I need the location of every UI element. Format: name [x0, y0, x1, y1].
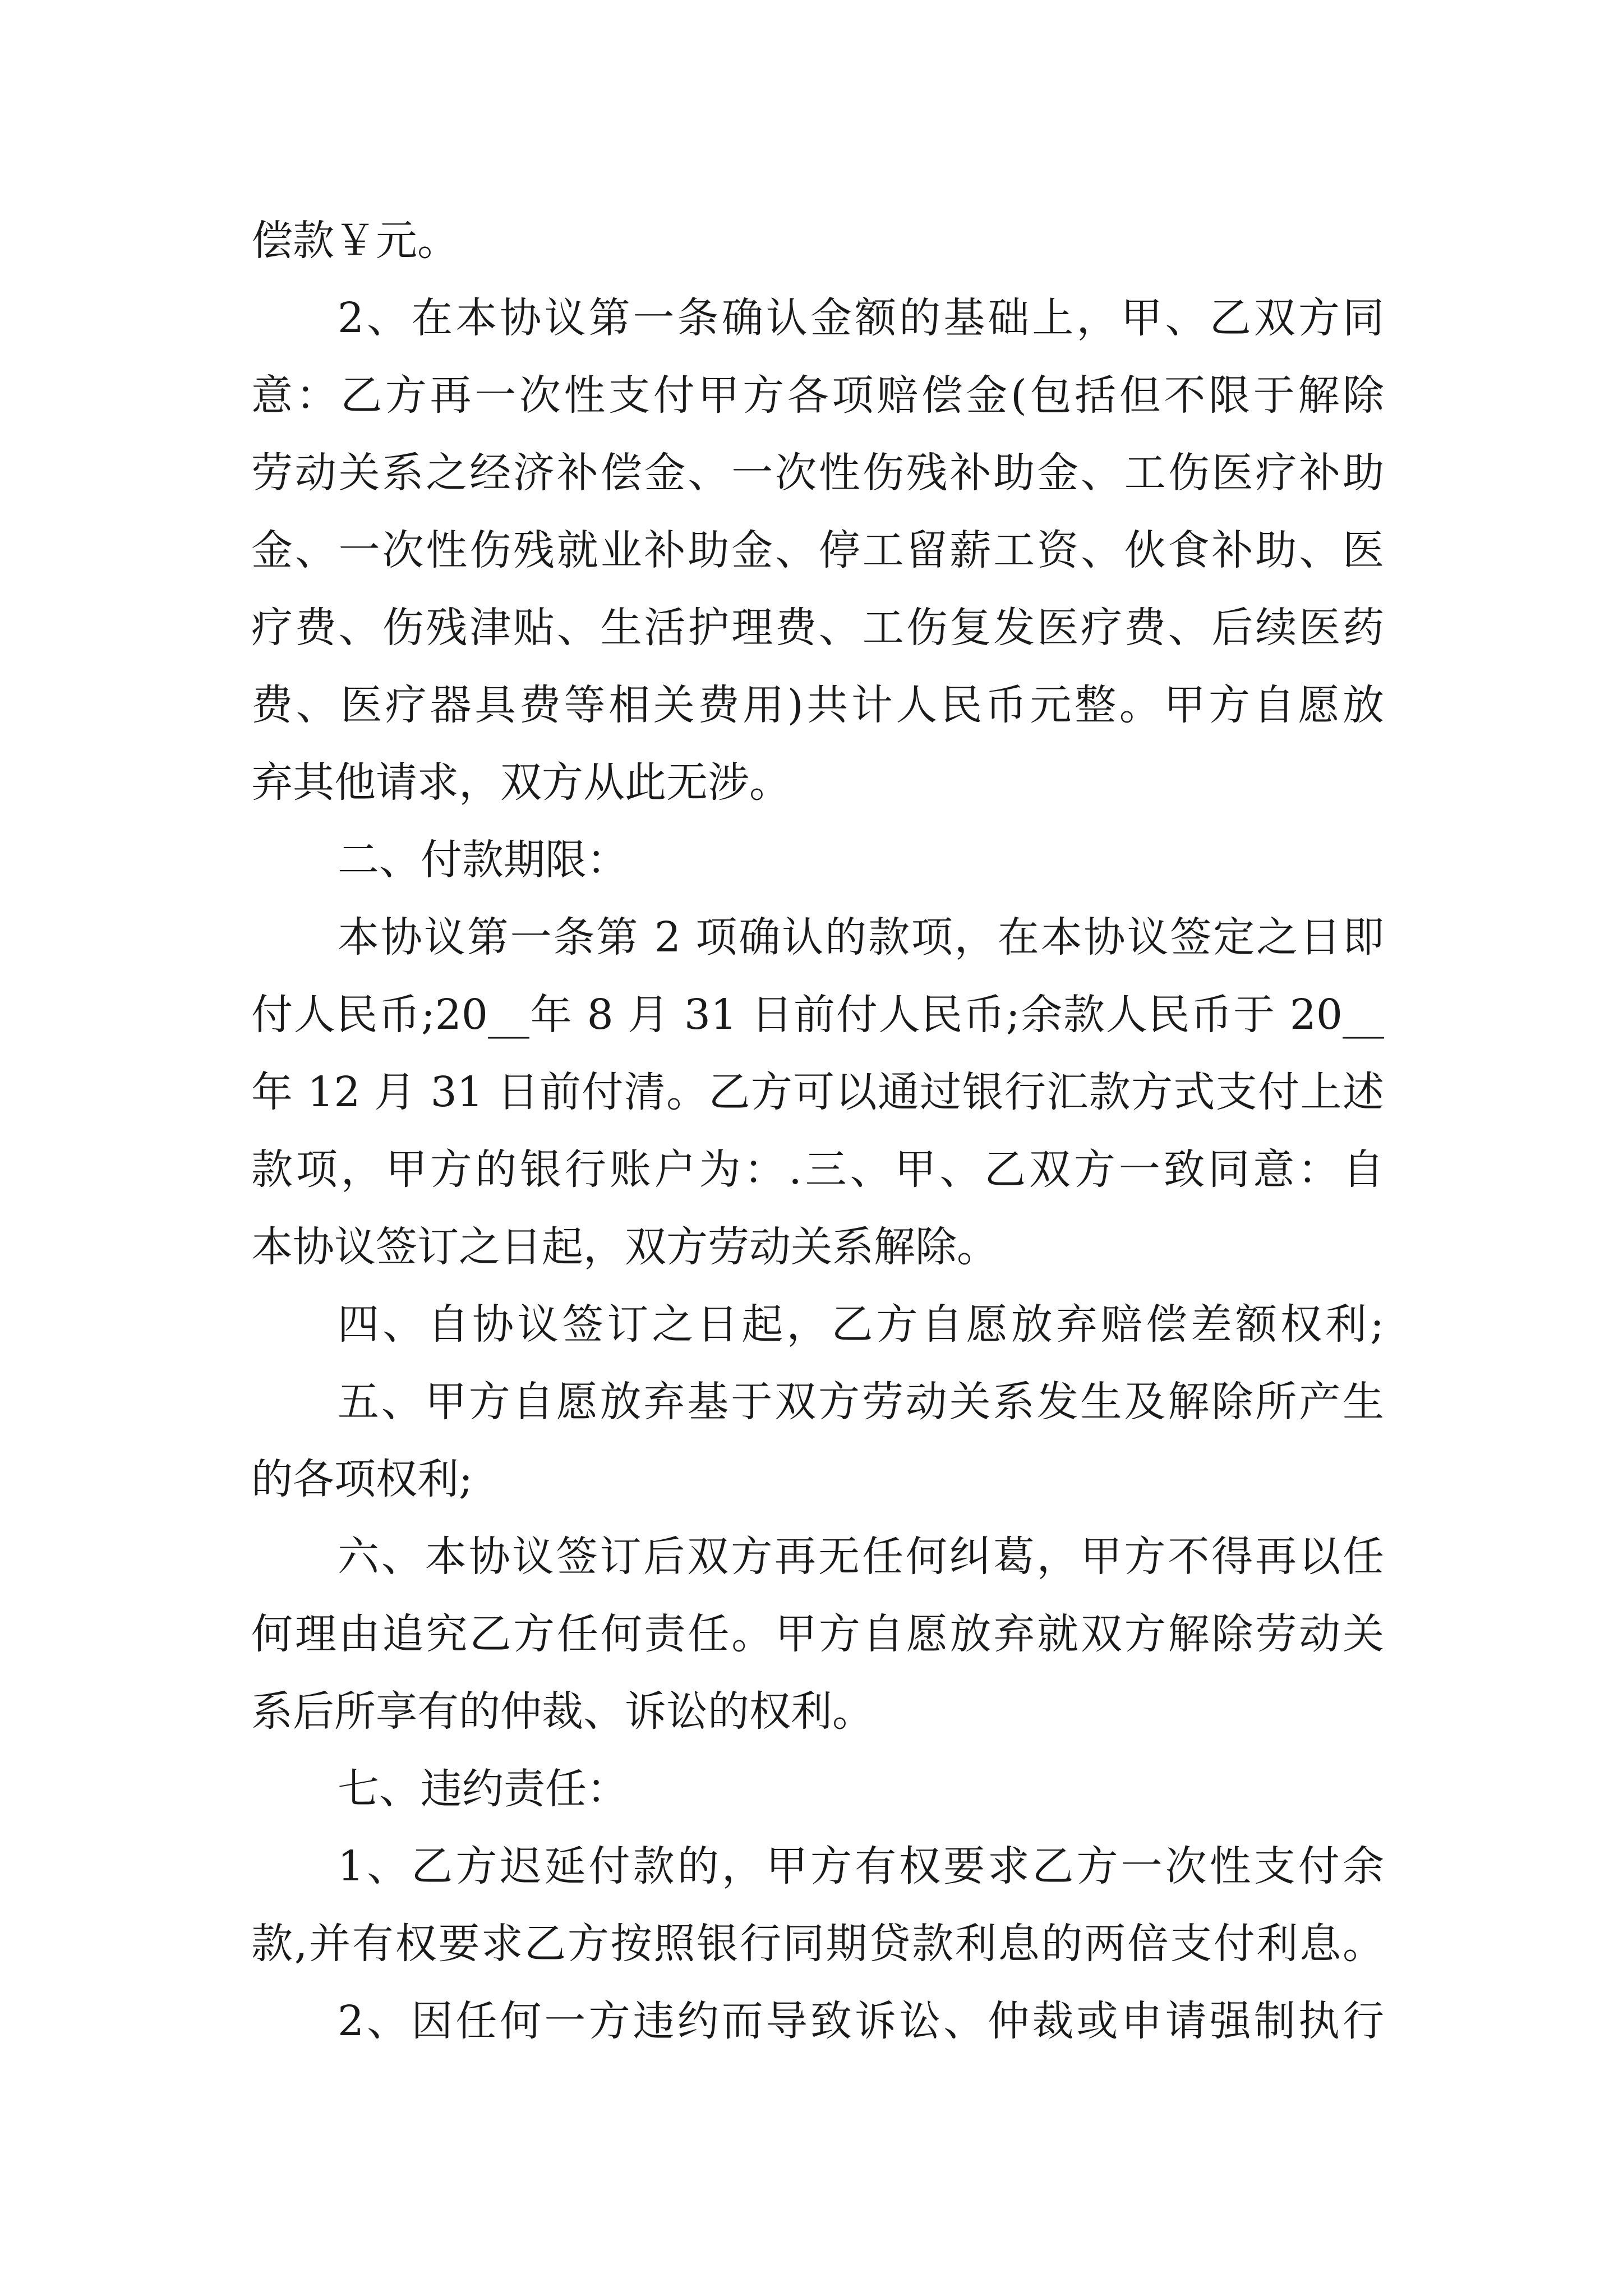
text-line: 年 12 月 31 日前付清。乙方可以通过银行汇款方式支付上述 [251, 1068, 1384, 1116]
document-body [251, 202, 1384, 2060]
text-line: 偿款￥元。 [251, 217, 459, 265]
text-line: 本协议签订之日起，双方劳动关系解除。 [251, 1223, 998, 1271]
section-heading: 七、违约责任： [338, 1765, 628, 1813]
text-line: 金、一次性伤残就业补助金、停工留薪工资、伙食补助、医 [251, 526, 1384, 574]
text-line: 2、因任何一方违约而导致诉讼、仲裁或申请强制执行 [338, 1997, 1384, 2045]
text-line: 款项，甲方的银行账户为：.三、甲、乙双方一致同意：自 [251, 1145, 1384, 1194]
text-line: 款,并有权要求乙方按照银行同期贷款利息的两倍支付利息。 [251, 1920, 1384, 1968]
text-line: 付人民币;20__年 8 月 31 日前付人民币;余款人民币于 20__ [251, 991, 1384, 1039]
text-line: 费、医疗器具费等相关费用)共计人民币元整。甲方自愿放 [251, 681, 1384, 729]
text-line: 意：乙方再一次性支付甲方各项赔偿金(包括但不限于解除 [251, 371, 1384, 420]
text-line: 2、在本协议第一条确认金额的基础上，甲、乙双方同 [338, 294, 1384, 342]
text-line: 四、自协议签订之日起，乙方自愿放弃赔偿差额权利; [338, 1300, 1384, 1349]
text-line: 劳动关系之经济补偿金、一次性伤残补助金、工伤医疗补助 [251, 449, 1384, 497]
text-line: 弃其他请求，双方从此无涉。 [251, 758, 791, 807]
text-line: 何理由追究乙方任何责任。甲方自愿放弃就双方解除劳动关 [251, 1610, 1384, 1658]
text-line: 本协议第一条第 2 项确认的款项，在本协议签定之日即 [338, 913, 1384, 961]
text-line: 的各项权利; [251, 1455, 473, 1503]
text-line: 1、乙方迟延付款的，甲方有权要求乙方一次性支付余 [338, 1842, 1384, 1890]
text-line: 六、本协议签订后双方再无任何纠葛，甲方不得再以任 [338, 1533, 1384, 1581]
text-line: 五、甲方自愿放弃基于双方劳动关系发生及解除所产生 [338, 1378, 1384, 1426]
text-line: 系后所享有的仲裁、诉讼的权利。 [251, 1687, 874, 1736]
section-heading: 二、付款期限： [338, 836, 628, 884]
text-line: 疗费、伤残津贴、生活护理费、工伤复发医疗费、后续医药 [251, 604, 1384, 652]
